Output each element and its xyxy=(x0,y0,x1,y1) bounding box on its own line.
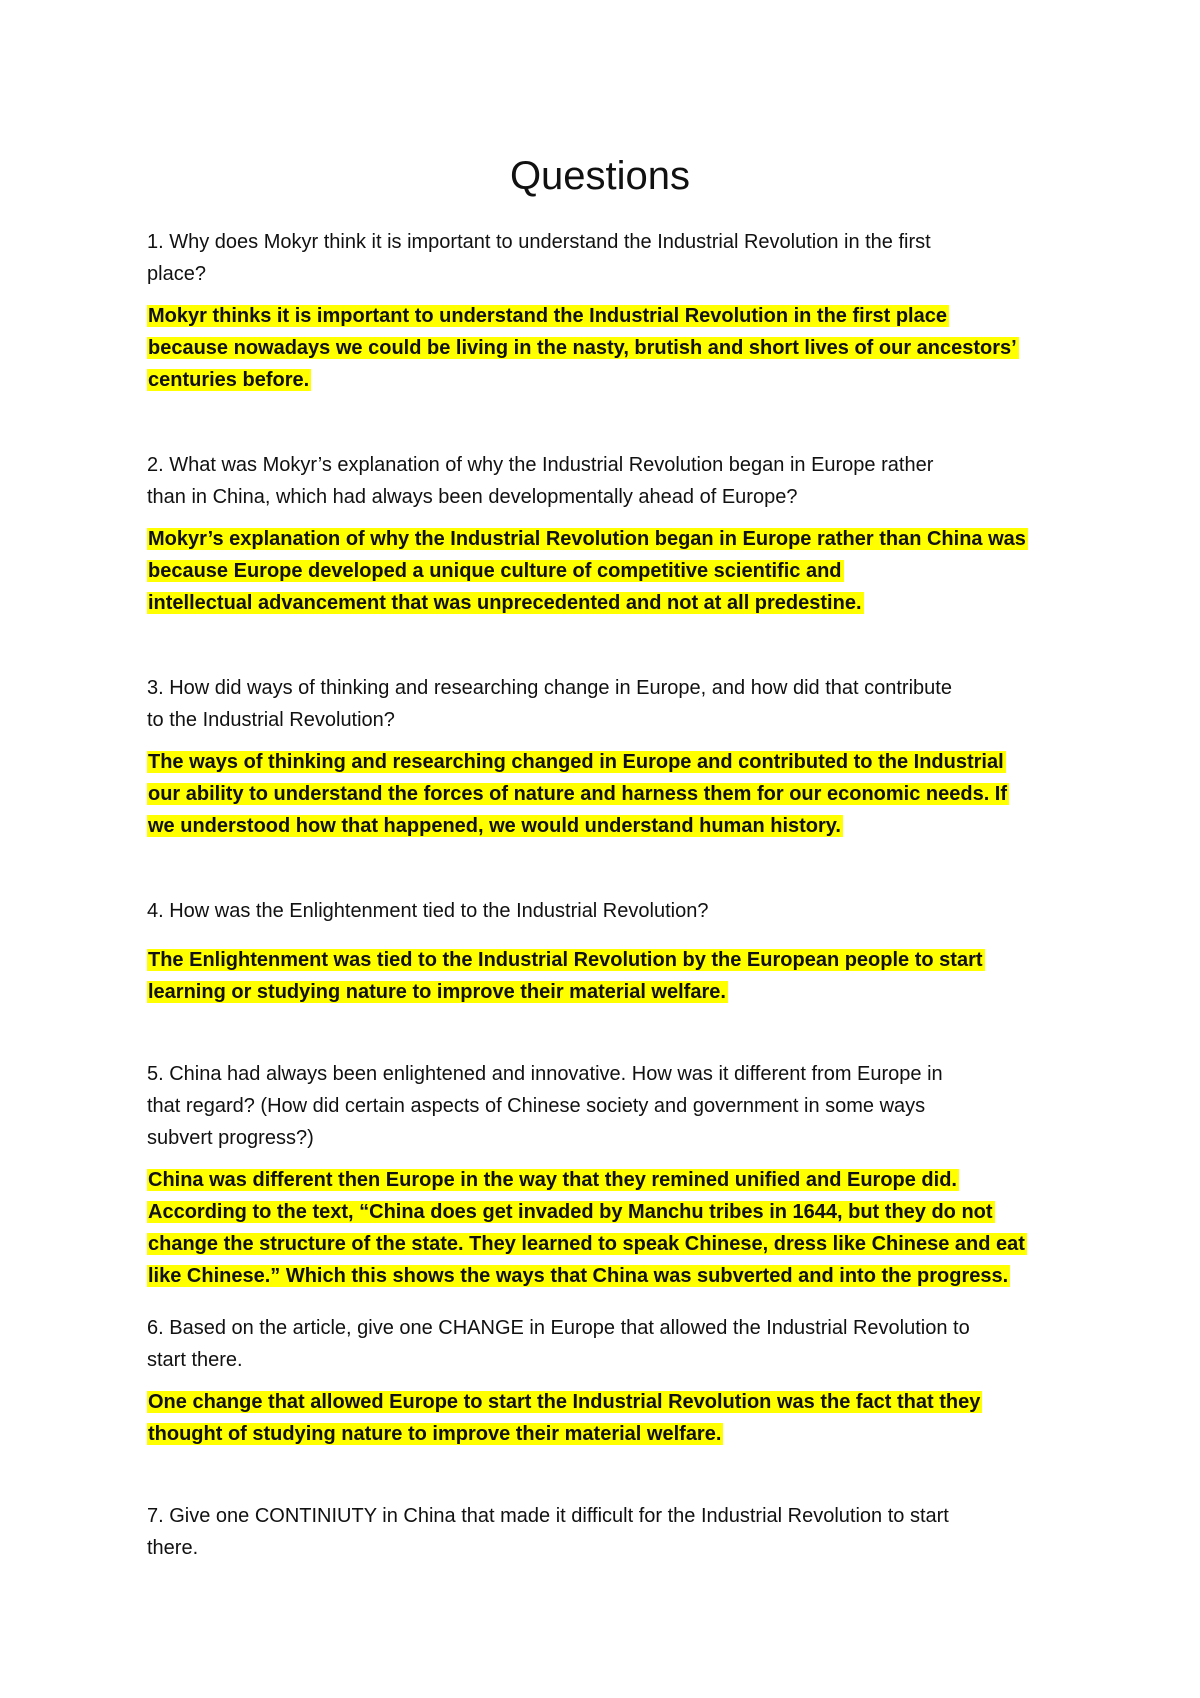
answer-line: learning or studying nature to improve their material welfare. xyxy=(148,981,726,1003)
answer-line: The ways of thinking and researching changed in Europe and contributed to the Industrial xyxy=(148,751,1004,773)
answer-3 xyxy=(147,746,1077,842)
answer-line: According to the text, “China does get invaded by Manchu tribes in 1644, but they do not xyxy=(148,1201,993,1223)
page-title: Questions xyxy=(509,154,691,198)
question-1 xyxy=(147,226,1077,290)
answer-line: centuries before. xyxy=(148,369,310,391)
question-7 xyxy=(147,1500,1077,1564)
answer-1 xyxy=(147,300,1077,396)
answer-line: One change that allowed Europe to start the Industrial Revolution was the fact that they xyxy=(148,1391,981,1413)
answer-line: because Europe developed a unique culture of competitive scientific and xyxy=(148,560,842,582)
answer-2 xyxy=(147,523,1077,619)
question-line: there. xyxy=(147,1537,199,1559)
answer-4 xyxy=(147,944,1077,1008)
answer-line: intellectual advancement that was unprecedented and not at all predestine. xyxy=(148,592,862,614)
question-line: start there. xyxy=(147,1349,243,1371)
question-line: that regard? (How did certain aspects of Chinese society and government in some ways xyxy=(147,1095,926,1117)
answer-line: because nowadays we could be living in the nasty, brutish and short lives of our ancestors’ xyxy=(148,337,1017,359)
question-line: 7. Give one CONTINIUTY in China that made it difficult for the Industrial Revolution to start xyxy=(147,1505,949,1527)
question-line: subvert progress?) xyxy=(147,1127,314,1149)
answer-6 xyxy=(147,1386,1077,1450)
answer-line: we understood how that happened, we would understand human history. xyxy=(148,815,841,837)
answer-line: our ability to understand the forces of nature and harness them for our economic needs. If xyxy=(148,783,1008,805)
question-line: to the Industrial Revolution? xyxy=(147,709,395,731)
question-2 xyxy=(147,449,1077,513)
question-line: 3. How did ways of thinking and researching change in Europe, and how did that contribute xyxy=(147,677,952,699)
answer-line: thought of studying nature to improve their material welfare. xyxy=(148,1423,722,1445)
answer-5 xyxy=(147,1164,1077,1292)
answer-line: Mokyr’s explanation of why the Industrial Revolution began in Europe rather than China was xyxy=(148,528,1026,550)
answer-line: Mokyr thinks it is important to understand the Industrial Revolution in the first place xyxy=(148,305,947,327)
question-line: 6. Based on the article, give one CHANGE in Europe that allowed the Industrial Revolution to xyxy=(147,1317,970,1339)
question-line: 5. China had always been enlightened and innovative. How was it different from Europe in xyxy=(147,1063,943,1085)
question-line: than in China, which had always been developmentally ahead of Europe? xyxy=(147,486,798,508)
answer-line: change the structure of the state. They learned to speak Chinese, dress like Chinese and eat xyxy=(148,1233,1025,1255)
question-line: 2. What was Mokyr’s explanation of why the Industrial Revolution began in Europe rather xyxy=(147,454,934,476)
question-line: place? xyxy=(147,263,206,285)
question-3 xyxy=(147,672,1077,736)
question-6 xyxy=(147,1312,1077,1376)
question-5 xyxy=(147,1058,1077,1154)
question-4 xyxy=(147,895,1077,927)
answer-line: The Enlightenment was tied to the Industrial Revolution by the European people to start xyxy=(148,949,983,971)
question-line: 4. How was the Enlightenment tied to the Industrial Revolution? xyxy=(147,900,709,922)
question-line: 1. Why does Mokyr think it is important to understand the Industrial Revolution in the first xyxy=(147,231,931,253)
answer-line: like Chinese.” Which this shows the ways that China was subverted and into the progress. xyxy=(148,1265,1009,1287)
answer-line: China was different then Europe in the way that they remined unified and Europe did. xyxy=(148,1169,957,1191)
